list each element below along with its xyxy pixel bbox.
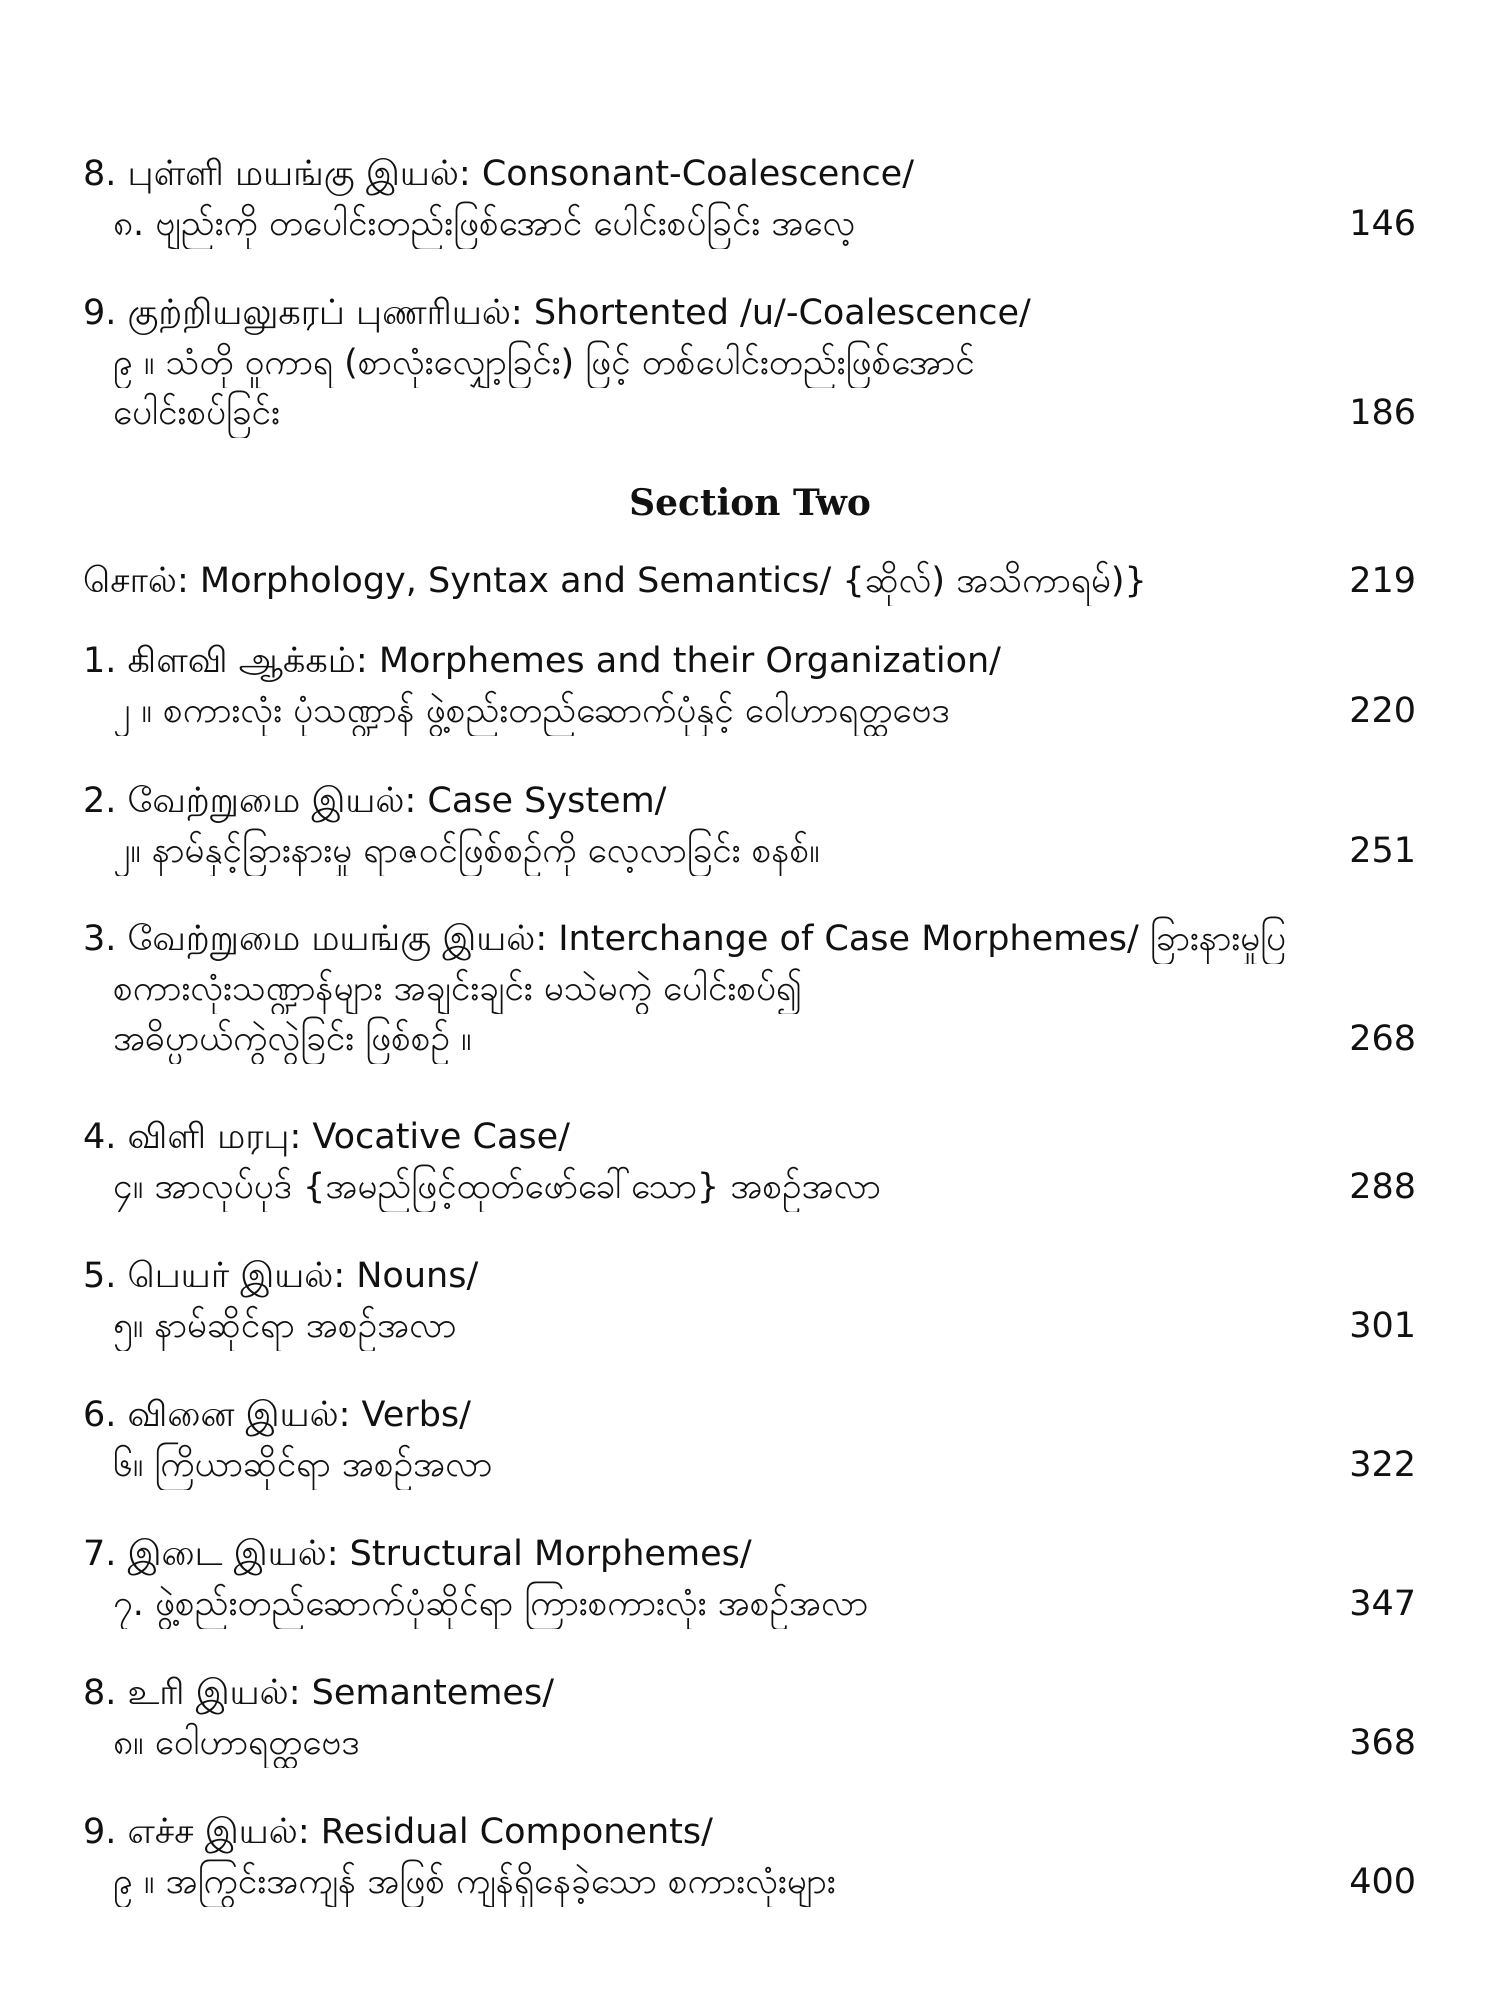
entry-heading: 1. கிளவி ஆக்கம்: Morphemes and their Organization/: [83, 641, 1001, 681]
page-number: 251: [1349, 831, 1416, 871]
entry-subtitle: အဓိပ္ပာယ်ကွဲလွဲခြင်း ဖြစ်စဉ် ။: [113, 1019, 472, 1059]
entry-subtitle: ပေါင်းစပ်ခြင်း: [113, 393, 280, 433]
page-number: 220: [1349, 691, 1416, 731]
toc-entry: [83, 1390, 1416, 1490]
page-number: 288: [1349, 1167, 1416, 1207]
entry-heading: 8. உரி இயல்: Semantemes/: [83, 1673, 554, 1713]
entry-heading: 3. வேற்றுமை மயங்கு இயல்: Interchange of Case Morphemes/ ခြားနားမှုပြ: [83, 919, 1286, 959]
entry-subtitle: ၂ ။ စကားလုံး ပုံသဏ္ဍာန် ဖွဲ့စည်းတည်ဆောက်ပုံနှင့် ဝေါဟာရတ္ထဗေဒ: [113, 691, 950, 731]
section-title: Section Two: [629, 482, 871, 524]
entry-subtitle: ၅။ နာမ်ဆိုင်ရာ အစဉ်အလာ: [113, 1306, 457, 1346]
toc-entry: [83, 776, 1416, 876]
entry-heading: 7. இடை இயல்: Structural Morphemes/: [83, 1534, 752, 1574]
page-number: 347: [1349, 1584, 1416, 1624]
entry-subtitle: ၆။ ကြိယာဆိုင်ရာ အစဉ်အလာ: [113, 1445, 493, 1485]
toc-entry: [83, 288, 1416, 438]
entry-subtitle: ၉ ။ သံတို ဝူကာရ (စာလုံးလျှော့ခြင်း) ဖြင့် တစ်ပေါင်းတည်းဖြစ်အောင်: [113, 343, 975, 383]
toc-entry: [83, 636, 1416, 736]
toc-entry: [83, 1807, 1416, 1907]
page-number: 268: [1349, 1019, 1416, 1059]
toc-entry: [83, 556, 1416, 606]
toc-entry: [83, 914, 1416, 1064]
toc-entry: [83, 149, 1416, 249]
entry-subtitle: ၄။ အာလုပ်ပုဒ် {အမည်ဖြင့်ထုတ်ဖော်ခေါ်သော} အစဉ်အလာ: [113, 1167, 881, 1207]
entry-subtitle: ၈. ဗျည်းကို တပေါင်းတည်းဖြစ်အောင် ပေါင်းစပ်ခြင်း အလေ့: [113, 204, 856, 244]
toc-entry: [83, 1112, 1416, 1212]
entry-heading: 9. எச்ச இயல்: Residual Components/: [83, 1812, 713, 1852]
entry-subtitle: ၂။ နာမ်နှင့်ခြားနားမှု ရာဇဝင်ဖြစ်စဉ်ကို လေ့လာခြင်း စနစ်။: [113, 831, 820, 871]
page-number: 219: [1349, 561, 1416, 601]
entry-heading: சொல்: Morphology, Syntax and Semantics/ {ဆိုလ်) အသိကာရမ်)}: [83, 561, 1147, 601]
entry-subtitle: ၈။ ဝေါဟာရတ္ထဗေဒ: [113, 1723, 360, 1763]
page-number: 186: [1349, 393, 1416, 433]
entry-heading: 5. பெயர் இயல்: Nouns/: [83, 1256, 479, 1296]
entry-heading: 6. வினை இயல்: Verbs/: [83, 1395, 471, 1435]
toc-entry: [83, 1529, 1416, 1629]
page-number: 146: [1349, 204, 1416, 244]
page-number: 301: [1349, 1306, 1416, 1346]
entry-subtitle: ၇. ဖွဲ့စည်းတည်ဆောက်ပုံဆိုင်ရာ ကြားစကားလုံး အစဉ်အလာ: [113, 1584, 869, 1624]
toc-entry: [83, 1668, 1416, 1768]
page-number: 322: [1349, 1445, 1416, 1485]
entry-heading: 8. புள்ளி மயங்கு இயல்: Consonant-Coalescence/: [83, 154, 915, 194]
entry-heading: 2. வேற்றுமை இயல்: Case System/: [83, 781, 667, 821]
entry-heading: 4. விளி மரபு: Vocative Case/: [83, 1117, 570, 1157]
page-number: 368: [1349, 1723, 1416, 1763]
entry-heading: 9. குற்றியலுகரப் புணரியல்: Shortented /u/-Coalescence/: [83, 293, 1031, 333]
toc-entry: [83, 1251, 1416, 1351]
page-number: 400: [1349, 1862, 1416, 1902]
entry-subtitle: စကားလုံးသဏ္ဍာန်များ အချင်းချင်း မသဲမကွဲ ပေါင်းစပ်၍: [113, 969, 803, 1009]
entry-subtitle: ၉ ။ အကြွင်းအကျန် အဖြစ် ကျန်ရှိနေခဲ့သော စကားလုံးများ: [113, 1862, 836, 1902]
